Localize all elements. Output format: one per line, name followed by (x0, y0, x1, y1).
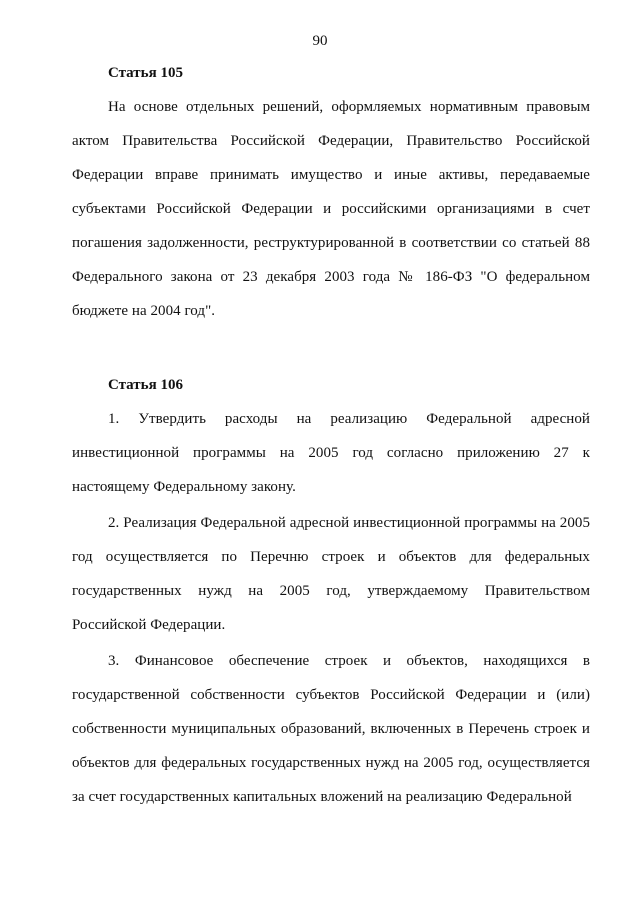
article-106-paragraph-3: 3. Финансовое обеспечение строек и объектов, находящихся в государственной собственности субъектов Российской Федерации и (или) собственности муниципальных образований, включенных в Перечень строек и объектов для федеральных государственных нужд на 2005 год, осуществляется за счет государственных капитальных вложений на реализацию Федеральной (72, 653, 590, 805)
article-105-paragraph: На основе отдельных решений, оформляемых нормативным правовым актом Правительства Российской Федерации, Правительство Российской Федерации вправе принимать имущество и иные активы, передаваемые субъектами Российской Федерации и российскими организациями в счет погашения задолженности, реструктурированной в соответствии со статьей 88 Федерального закона от 23 декабря 2003 года № 186-ФЗ "О федеральном бюджете на 2004 год". (72, 99, 590, 319)
article-106-paragraph-2: 2. Реализация Федеральной адресной инвестиционной программы на 2005 год осуществляется по Перечню строек и объектов для федеральных государственных нужд на 2005 год, утверждаемому Правительством Российской Федерации. (72, 515, 590, 633)
article-106-paragraph-1: 1. Утвердить расходы на реализацию Федеральной адресной инвестиционной программы на 2005 год согласно приложению 27 к настоящему Федеральному закону. (72, 411, 590, 495)
article-106-heading: Статья 106 (108, 377, 183, 393)
article-105-heading: Статья 105 (108, 65, 183, 81)
page-number: 90 (312, 33, 328, 49)
